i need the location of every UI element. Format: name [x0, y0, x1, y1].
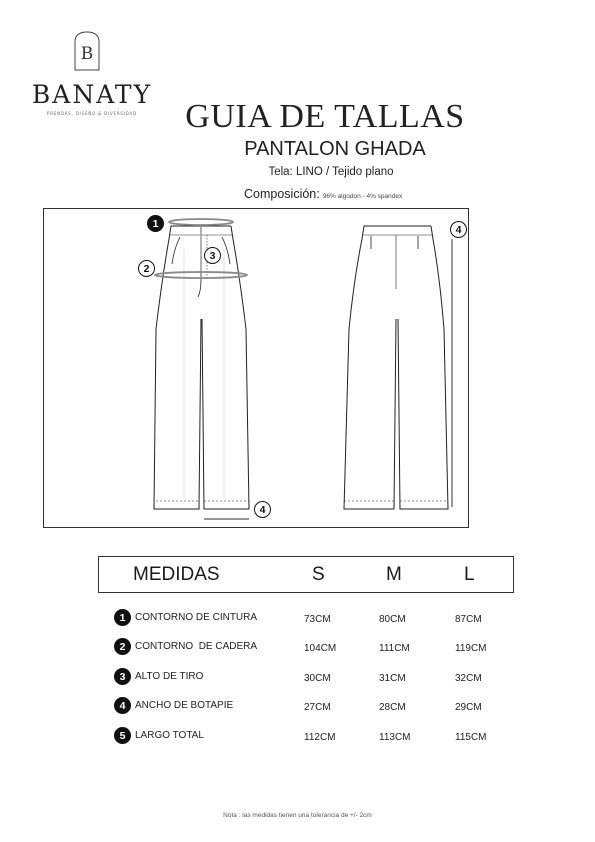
- table-row: [114, 609, 534, 629]
- row-number: 2: [114, 638, 131, 655]
- table-row: [114, 638, 534, 658]
- pants-drawing-panel: [43, 208, 469, 528]
- header-size-l: L: [464, 564, 475, 585]
- header-medidas: MEDIDAS: [133, 564, 220, 585]
- cell-size-l: 32CM: [455, 673, 482, 684]
- row-number: 1: [114, 609, 131, 626]
- marker-rise: 3: [204, 247, 221, 264]
- cell-size-s: 30CM: [304, 673, 331, 684]
- marker-length: 4: [450, 221, 467, 238]
- composition-label: Composición:: [244, 187, 320, 201]
- guide-title: GUIA DE TALLAS: [185, 98, 465, 135]
- cell-size-l: 87CM: [455, 614, 482, 625]
- row-label: ALTO DE TIRO: [135, 671, 204, 682]
- header-size-m: M: [386, 564, 402, 585]
- row-label: LARGO TOTAL: [135, 730, 204, 741]
- pants-technical-drawing: [44, 209, 470, 529]
- cell-size-m: 80CM: [379, 614, 406, 625]
- row-number: 3: [114, 668, 131, 685]
- fabric-line: Tela: LINO / Tejido plano: [268, 166, 394, 178]
- table-row: [114, 668, 534, 688]
- pants-back-view: [344, 226, 448, 509]
- waist-measure-guide: [169, 219, 233, 225]
- cell-size-l: 29CM: [455, 702, 482, 713]
- logo-monogram-icon: [72, 30, 102, 72]
- table-row: [114, 727, 534, 747]
- cell-size-s: 112CM: [304, 732, 336, 743]
- brand-name: BANATY: [31, 80, 153, 109]
- row-number: 5: [114, 727, 131, 744]
- composition-value: 96% algodon - 4% spandex: [322, 193, 403, 200]
- cell-size-m: 111CM: [379, 643, 410, 654]
- row-label: ANCHO DE BOTAPIE: [135, 700, 234, 711]
- logo-monogram-letter: B: [80, 44, 94, 64]
- cell-size-l: 119CM: [455, 643, 487, 654]
- product-title: PANTALON GHADA: [244, 138, 426, 160]
- tolerance-note: Nota : las medidas tienen una tolerancia de +/- 2cm: [223, 812, 372, 819]
- brand-tagline: PRENDAS, DISEÑO & DIVERSIDAD: [47, 111, 137, 116]
- cell-size-s: 27CM: [304, 702, 331, 713]
- cell-size-m: 31CM: [379, 673, 406, 684]
- cell-size-l: 115CM: [455, 732, 487, 743]
- composition-line: [244, 185, 402, 203]
- table-row: [114, 697, 534, 717]
- cell-size-m: 28CM: [379, 702, 406, 713]
- row-number: 4: [114, 697, 131, 714]
- header-size-s: S: [312, 564, 325, 585]
- marker-waist: 1: [147, 215, 164, 232]
- row-label: CONTORNO DE CADERA: [135, 641, 258, 652]
- size-table-header: [98, 556, 514, 593]
- cell-size-s: 73CM: [304, 614, 331, 625]
- cell-size-m: 113CM: [379, 732, 411, 743]
- row-label: CONTORNO DE CINTURA: [135, 612, 258, 623]
- marker-hip: 2: [138, 260, 155, 277]
- marker-hem: 4: [254, 501, 271, 518]
- cell-size-s: 104CM: [304, 643, 337, 654]
